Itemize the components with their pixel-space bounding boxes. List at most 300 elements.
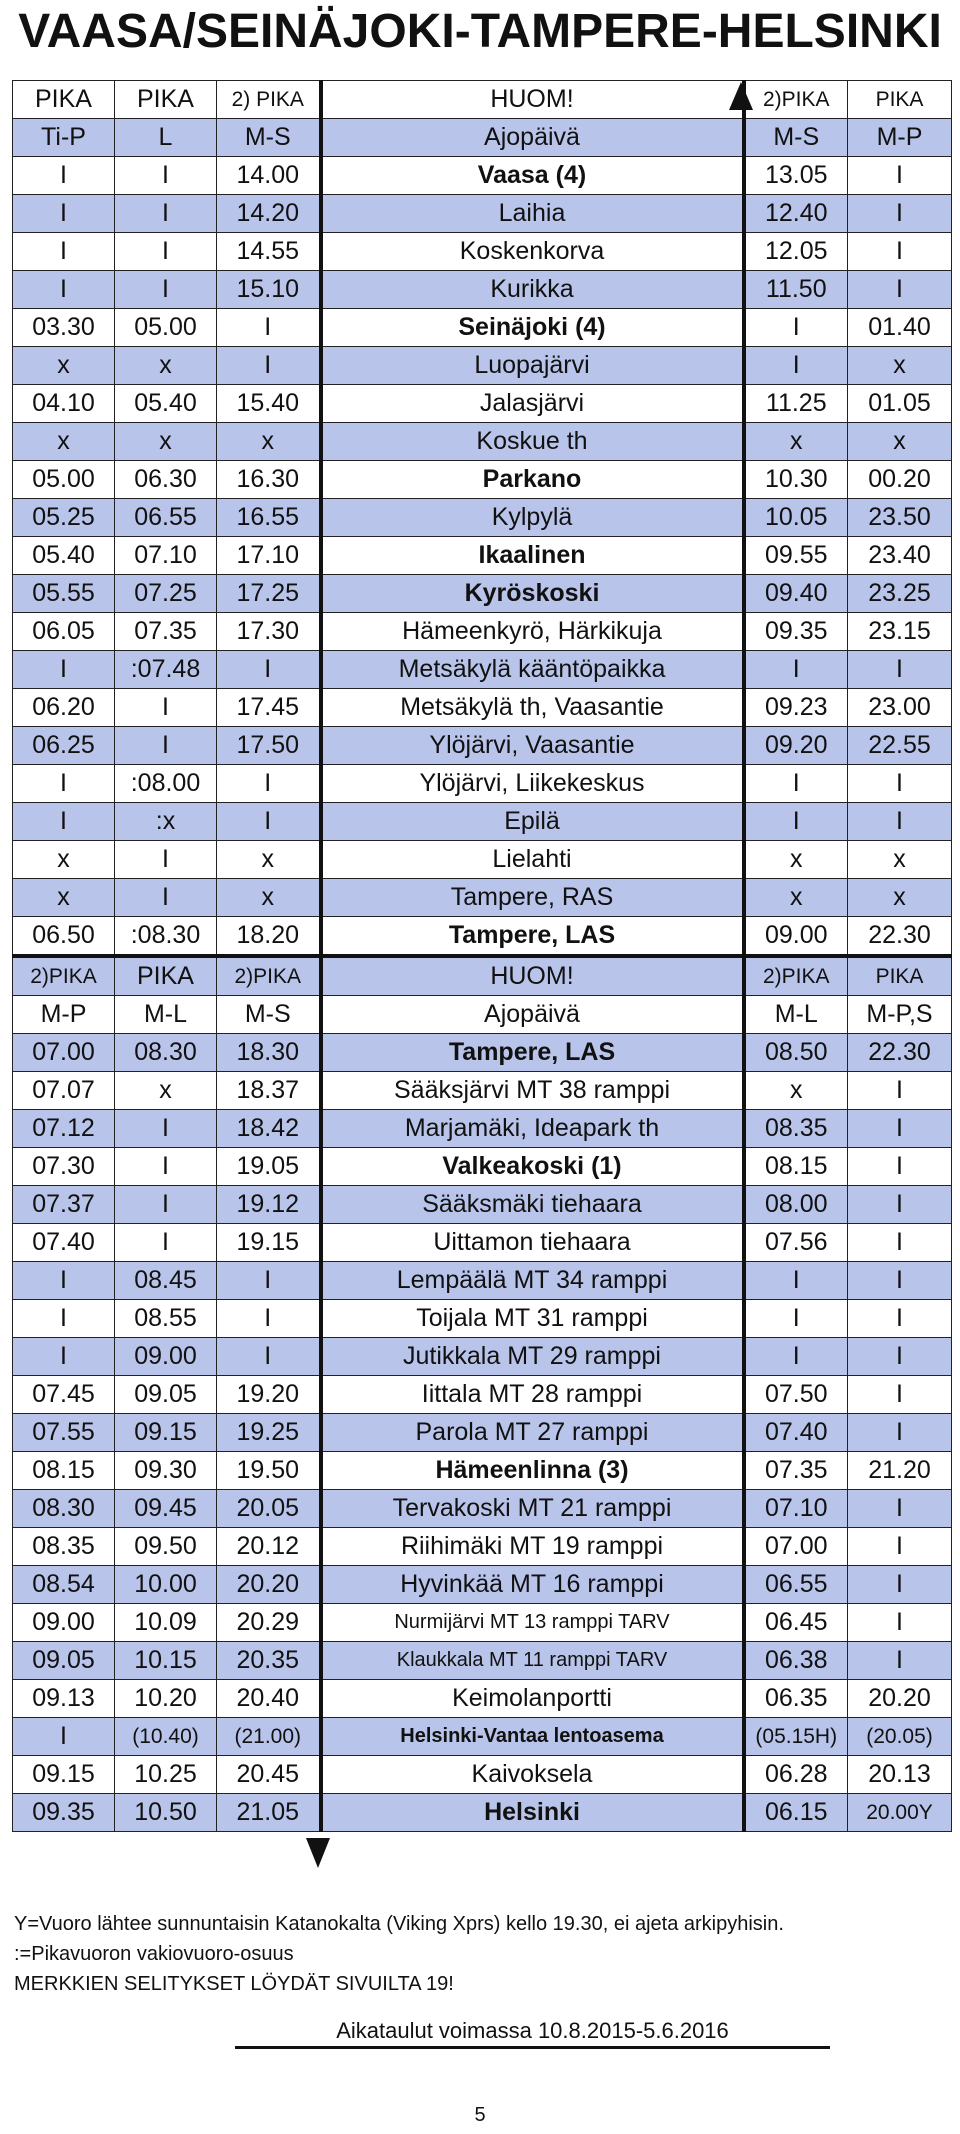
departure-time: x <box>13 423 115 461</box>
departure-time: I <box>848 803 952 841</box>
stop-name: Riihimäki MT 19 ramppi <box>321 1528 744 1566</box>
departure-time: x <box>217 879 321 917</box>
departure-time: 05.55 <box>13 575 115 613</box>
timetable-row <box>13 1072 952 1110</box>
departure-time: 2)PIKA <box>744 956 848 996</box>
departure-time: I <box>13 1718 115 1756</box>
departure-time: I <box>848 1186 952 1224</box>
departure-time: 2)PIKA <box>744 81 848 119</box>
departure-time: Ti-P <box>13 119 115 157</box>
stop-name: Iittala MT 28 ramppi <box>321 1376 744 1414</box>
stop-name: Ylöjärvi, Vaasantie <box>321 727 744 765</box>
departure-time: 17.45 <box>217 689 321 727</box>
departure-time: 23.50 <box>848 499 952 537</box>
departure-time: 09.15 <box>115 1414 217 1452</box>
departure-time: 16.55 <box>217 499 321 537</box>
departure-time: I <box>848 1566 952 1604</box>
direction-arrow-down-icon <box>306 1838 330 1868</box>
timetable-row <box>13 1148 952 1186</box>
departure-time: 05.00 <box>115 309 217 347</box>
departure-time: M-P,S <box>848 996 952 1034</box>
departure-time: 08.55 <box>115 1300 217 1338</box>
departure-time: 10.50 <box>115 1794 217 1832</box>
timetable <box>12 80 952 1832</box>
departure-time: :08.30 <box>115 917 217 957</box>
departure-time: 20.05 <box>217 1490 321 1528</box>
departure-time: 07.10 <box>115 537 217 575</box>
departure-time: 07.12 <box>13 1110 115 1148</box>
departure-time: 17.50 <box>217 727 321 765</box>
departure-time: 19.50 <box>217 1452 321 1490</box>
stop-name: Metsäkylä kääntöpaikka <box>321 651 744 689</box>
departure-time: PIKA <box>13 81 115 119</box>
departure-time: I <box>848 1300 952 1338</box>
departure-time: I <box>744 1300 848 1338</box>
stop-name: Metsäkylä th, Vaasantie <box>321 689 744 727</box>
departure-time: 07.10 <box>744 1490 848 1528</box>
stop-name: Ylöjärvi, Liikekeskus <box>321 765 744 803</box>
departure-time: x <box>115 1072 217 1110</box>
departure-time: I <box>848 1224 952 1262</box>
departure-time: 20.20 <box>217 1566 321 1604</box>
departure-time: 07.45 <box>13 1376 115 1414</box>
departure-time: I <box>115 1148 217 1186</box>
departure-time: 20.12 <box>217 1528 321 1566</box>
departure-time: I <box>848 1262 952 1300</box>
departure-time: 19.12 <box>217 1186 321 1224</box>
departure-time: 06.28 <box>744 1756 848 1794</box>
departure-time: 06.25 <box>13 727 115 765</box>
departure-time: I <box>13 157 115 195</box>
departure-time: I <box>13 195 115 233</box>
departure-time: PIKA <box>848 956 952 996</box>
stop-name: Helsinki <box>321 1794 744 1832</box>
departure-time: 12.40 <box>744 195 848 233</box>
stop-name: Ajopäivä <box>321 996 744 1034</box>
departure-time: 09.00 <box>13 1604 115 1642</box>
departure-time: 14.20 <box>217 195 321 233</box>
timetable-row <box>13 1414 952 1452</box>
stop-name: Sääksmäki tiehaara <box>321 1186 744 1224</box>
departure-time: :07.48 <box>115 651 217 689</box>
departure-time: 07.37 <box>13 1186 115 1224</box>
timetable-row <box>13 1300 952 1338</box>
timetable-row <box>13 537 952 575</box>
departure-time: 06.20 <box>13 689 115 727</box>
departure-time: x <box>744 1072 848 1110</box>
departure-time: I <box>13 765 115 803</box>
departure-time: 16.30 <box>217 461 321 499</box>
departure-time: I <box>744 1338 848 1376</box>
departure-time: 07.40 <box>13 1224 115 1262</box>
departure-time: 10.00 <box>115 1566 217 1604</box>
timetable-row <box>13 917 952 957</box>
departure-time: x <box>744 841 848 879</box>
departure-time: I <box>744 1262 848 1300</box>
departure-time: M-S <box>217 119 321 157</box>
departure-time: 10.15 <box>115 1642 217 1680</box>
departure-time: I <box>13 271 115 309</box>
page-number: 5 <box>474 2104 486 2126</box>
stop-name: Laihia <box>321 195 744 233</box>
timetable-header-row <box>13 996 952 1034</box>
departure-time: 17.30 <box>217 613 321 651</box>
stop-name: Koskue th <box>321 423 744 461</box>
departure-time: L <box>115 119 217 157</box>
stop-name: Hyvinkää MT 16 ramppi <box>321 1566 744 1604</box>
stop-name: Kylpylä <box>321 499 744 537</box>
departure-time: I <box>115 271 217 309</box>
departure-time: 03.30 <box>13 309 115 347</box>
departure-time: 09.40 <box>744 575 848 613</box>
departure-time: 07.25 <box>115 575 217 613</box>
departure-time: 09.23 <box>744 689 848 727</box>
stop-name: Koskenkorva <box>321 233 744 271</box>
departure-time: I <box>848 1414 952 1452</box>
stop-name: Luopajärvi <box>321 347 744 385</box>
departure-time: 17.10 <box>217 537 321 575</box>
stop-name: Keimolanportti <box>321 1680 744 1718</box>
timetable-row <box>13 347 952 385</box>
departure-time: 09.13 <box>13 1680 115 1718</box>
timetable-row <box>13 1224 952 1262</box>
footnote-y: Y=Vuoro lähtee sunnuntaisin Katanokalta (Viking Xprs) kello 19.30, ei ajeta arkipyhisin. <box>14 1913 784 1935</box>
stop-name: Tervakoski MT 21 ramppi <box>321 1490 744 1528</box>
validity-period: Aikataulut voimassa 10.8.2015-5.6.2016 <box>235 2018 830 2049</box>
departure-time: 04.10 <box>13 385 115 423</box>
departure-time: x <box>115 347 217 385</box>
departure-time: x <box>13 879 115 917</box>
departure-time: 18.30 <box>217 1034 321 1072</box>
departure-time: 23.40 <box>848 537 952 575</box>
stop-name: HUOM! <box>321 956 744 996</box>
departure-time: 07.00 <box>744 1528 848 1566</box>
departure-time: 20.20 <box>848 1680 952 1718</box>
departure-time: I <box>744 803 848 841</box>
stop-name: Lielahti <box>321 841 744 879</box>
timetable-row <box>13 1034 952 1072</box>
timetable-row <box>13 841 952 879</box>
timetable-row <box>13 1756 952 1794</box>
timetable-row <box>13 613 952 651</box>
departure-time: I <box>115 1110 217 1148</box>
timetable-row <box>13 499 952 537</box>
departure-time: x <box>848 347 952 385</box>
departure-time: I <box>848 233 952 271</box>
departure-time: I <box>848 1072 952 1110</box>
departure-time: I <box>217 1338 321 1376</box>
departure-time: 10.25 <box>115 1756 217 1794</box>
departure-time: 08.00 <box>744 1186 848 1224</box>
departure-time: (21.00) <box>217 1718 321 1756</box>
departure-time: x <box>744 423 848 461</box>
departure-time: M-S <box>744 119 848 157</box>
timetable-row <box>13 1262 952 1300</box>
departure-time: 19.25 <box>217 1414 321 1452</box>
departure-time: :08.00 <box>115 765 217 803</box>
timetable-row <box>13 157 952 195</box>
departure-time: I <box>115 841 217 879</box>
departure-time: I <box>115 157 217 195</box>
timetable-row <box>13 461 952 499</box>
stop-name: Sääksjärvi MT 38 ramppi <box>321 1072 744 1110</box>
stop-name: Valkeakoski (1) <box>321 1148 744 1186</box>
departure-time: x <box>13 347 115 385</box>
departure-time: x <box>848 841 952 879</box>
departure-time: 18.37 <box>217 1072 321 1110</box>
departure-time: I <box>744 309 848 347</box>
departure-time: PIKA <box>115 956 217 996</box>
stop-name: Tampere, RAS <box>321 879 744 917</box>
departure-time: 09.50 <box>115 1528 217 1566</box>
departure-time: I <box>744 765 848 803</box>
stop-name: Vaasa (4) <box>321 157 744 195</box>
stop-name: Marjamäki, Ideapark th <box>321 1110 744 1148</box>
departure-time: 14.55 <box>217 233 321 271</box>
timetable-row <box>13 651 952 689</box>
stop-name: Ajopäivä <box>321 119 744 157</box>
timetable-row <box>13 1604 952 1642</box>
departure-time: 23.00 <box>848 689 952 727</box>
departure-time: M-P <box>13 996 115 1034</box>
departure-time: I <box>848 1338 952 1376</box>
departure-time: 01.40 <box>848 309 952 347</box>
departure-time: PIKA <box>848 81 952 119</box>
timetable-row <box>13 1338 952 1376</box>
timetable-row <box>13 233 952 271</box>
departure-time: (20.05) <box>848 1718 952 1756</box>
departure-time: 09.35 <box>13 1794 115 1832</box>
timetable-row <box>13 1642 952 1680</box>
departure-time: 22.30 <box>848 917 952 957</box>
departure-time: 00.20 <box>848 461 952 499</box>
departure-time: I <box>115 689 217 727</box>
departure-time: 11.25 <box>744 385 848 423</box>
departure-time: 2) PIKA <box>217 81 321 119</box>
departure-time: 09.15 <box>13 1756 115 1794</box>
departure-time: I <box>217 347 321 385</box>
departure-time: I <box>217 803 321 841</box>
departure-time: 20.35 <box>217 1642 321 1680</box>
departure-time: 08.45 <box>115 1262 217 1300</box>
departure-time: 05.40 <box>13 537 115 575</box>
departure-time: 14.00 <box>217 157 321 195</box>
departure-time: 19.15 <box>217 1224 321 1262</box>
stop-name: Jalasjärvi <box>321 385 744 423</box>
departure-time: :x <box>115 803 217 841</box>
page-title: VAASA/SEINÄJOKI-TAMPERE-HELSINKI <box>18 5 942 58</box>
departure-time: 20.00Y <box>848 1794 952 1832</box>
departure-time: 06.05 <box>13 613 115 651</box>
departure-time: 21.05 <box>217 1794 321 1832</box>
stop-name: HUOM! <box>321 81 744 119</box>
departure-time: I <box>848 1148 952 1186</box>
departure-time: 08.35 <box>744 1110 848 1148</box>
departure-time: 08.50 <box>744 1034 848 1072</box>
departure-time: 2)PIKA <box>13 956 115 996</box>
departure-time: I <box>13 651 115 689</box>
stop-name: Kyröskoski <box>321 575 744 613</box>
departure-time: I <box>848 1642 952 1680</box>
departure-time: 01.05 <box>848 385 952 423</box>
timetable-row <box>13 195 952 233</box>
departure-time: I <box>744 651 848 689</box>
departure-time: I <box>848 765 952 803</box>
departure-time: 18.20 <box>217 917 321 957</box>
departure-time: M-P <box>848 119 952 157</box>
stop-name: Tampere, LAS <box>321 1034 744 1072</box>
departure-time: 10.05 <box>744 499 848 537</box>
departure-time: 08.35 <box>13 1528 115 1566</box>
departure-time: I <box>848 1376 952 1414</box>
direction-arrow-up-icon <box>729 82 753 110</box>
timetable-row <box>13 1680 952 1718</box>
departure-time: 05.25 <box>13 499 115 537</box>
timetable-row <box>13 1794 952 1832</box>
departure-time: 06.30 <box>115 461 217 499</box>
timetable-row <box>13 1718 952 1756</box>
departure-time: 15.40 <box>217 385 321 423</box>
departure-time: 18.42 <box>217 1110 321 1148</box>
departure-time: 10.20 <box>115 1680 217 1718</box>
timetable-row <box>13 1186 952 1224</box>
departure-time: I <box>13 1262 115 1300</box>
departure-time: I <box>13 233 115 271</box>
stop-name: Helsinki-Vantaa lentoasema <box>321 1718 744 1756</box>
departure-time: 2)PIKA <box>217 956 321 996</box>
departure-time: x <box>848 423 952 461</box>
departure-time: 20.40 <box>217 1680 321 1718</box>
departure-time: I <box>848 651 952 689</box>
stop-name: Nurmijärvi MT 13 ramppi TARV <box>321 1604 744 1642</box>
stop-name: Lempäälä MT 34 ramppi <box>321 1262 744 1300</box>
departure-time: I <box>115 1224 217 1262</box>
timetable-row <box>13 385 952 423</box>
departure-time: 20.13 <box>848 1756 952 1794</box>
departure-time: I <box>115 195 217 233</box>
departure-time: I <box>217 1262 321 1300</box>
departure-time: M-S <box>217 996 321 1034</box>
departure-time: I <box>848 157 952 195</box>
timetable-row <box>13 689 952 727</box>
departure-time: 07.30 <box>13 1148 115 1186</box>
departure-time: 22.55 <box>848 727 952 765</box>
footnote-legend: MERKKIEN SELITYKSET LÖYDÄT SIVUILTA 19! <box>14 1973 454 1995</box>
departure-time: 05.00 <box>13 461 115 499</box>
departure-time: 11.50 <box>744 271 848 309</box>
departure-time: 07.50 <box>744 1376 848 1414</box>
departure-time: 06.35 <box>744 1680 848 1718</box>
departure-time: I <box>848 271 952 309</box>
departure-time: x <box>217 423 321 461</box>
departure-time: 22.30 <box>848 1034 952 1072</box>
departure-time: I <box>744 347 848 385</box>
departure-time: I <box>115 879 217 917</box>
departure-time: 09.55 <box>744 537 848 575</box>
departure-time: (05.15H) <box>744 1718 848 1756</box>
departure-time: 23.25 <box>848 575 952 613</box>
departure-time: PIKA <box>115 81 217 119</box>
timetable-header-row <box>13 81 952 119</box>
departure-time: 07.35 <box>115 613 217 651</box>
departure-time: 20.29 <box>217 1604 321 1642</box>
departure-time: I <box>115 1186 217 1224</box>
stop-name: Kurikka <box>321 271 744 309</box>
stop-name: Klaukkala MT 11 ramppi TARV <box>321 1642 744 1680</box>
departure-time: I <box>217 309 321 347</box>
timetable-row <box>13 1566 952 1604</box>
departure-time: (10.40) <box>115 1718 217 1756</box>
departure-time: I <box>848 1110 952 1148</box>
departure-time: I <box>217 765 321 803</box>
stop-name: Hämeenlinna (3) <box>321 1452 744 1490</box>
stop-name: Parola MT 27 ramppi <box>321 1414 744 1452</box>
departure-time: 09.05 <box>13 1642 115 1680</box>
departure-time: 09.05 <box>115 1376 217 1414</box>
departure-time: 20.45 <box>217 1756 321 1794</box>
stop-name: Hämeenkyrö, Härkikuja <box>321 613 744 651</box>
timetable-row <box>13 1528 952 1566</box>
timetable-header-row <box>13 956 952 996</box>
timetable-row <box>13 575 952 613</box>
timetable-row <box>13 727 952 765</box>
departure-time: M-L <box>115 996 217 1034</box>
stop-name: Kaivoksela <box>321 1756 744 1794</box>
departure-time: I <box>848 1528 952 1566</box>
departure-time: I <box>217 651 321 689</box>
departure-time: 19.05 <box>217 1148 321 1186</box>
departure-time: x <box>217 841 321 879</box>
departure-time: 07.40 <box>744 1414 848 1452</box>
timetable-row <box>13 879 952 917</box>
departure-time: 08.54 <box>13 1566 115 1604</box>
departure-time: 06.38 <box>744 1642 848 1680</box>
timetable-row <box>13 803 952 841</box>
departure-time: 10.30 <box>744 461 848 499</box>
departure-time: I <box>13 1338 115 1376</box>
departure-time: 09.20 <box>744 727 848 765</box>
departure-time: 21.20 <box>848 1452 952 1490</box>
departure-time: 19.20 <box>217 1376 321 1414</box>
departure-time: I <box>115 233 217 271</box>
timetable-row <box>13 1490 952 1528</box>
timetable-row <box>13 1110 952 1148</box>
stop-name: Ikaalinen <box>321 537 744 575</box>
departure-time: 06.15 <box>744 1794 848 1832</box>
departure-time: x <box>848 879 952 917</box>
departure-time: x <box>744 879 848 917</box>
departure-time: 05.40 <box>115 385 217 423</box>
stop-name: Toijala MT 31 ramppi <box>321 1300 744 1338</box>
departure-time: 06.55 <box>744 1566 848 1604</box>
departure-time: 10.09 <box>115 1604 217 1642</box>
timetable-row <box>13 423 952 461</box>
departure-time: 06.55 <box>115 499 217 537</box>
departure-time: 07.07 <box>13 1072 115 1110</box>
footnote-colon: :=Pikavuoron vakiovuoro-osuus <box>14 1943 294 1965</box>
departure-time: 09.30 <box>115 1452 217 1490</box>
departure-time: 08.15 <box>744 1148 848 1186</box>
timetable-header-row <box>13 119 952 157</box>
departure-time: 09.00 <box>115 1338 217 1376</box>
departure-time: 07.55 <box>13 1414 115 1452</box>
stop-name: Epilä <box>321 803 744 841</box>
departure-time: 12.05 <box>744 233 848 271</box>
departure-time: 08.15 <box>13 1452 115 1490</box>
departure-time: 09.35 <box>744 613 848 651</box>
departure-time: 17.25 <box>217 575 321 613</box>
departure-time: 23.15 <box>848 613 952 651</box>
